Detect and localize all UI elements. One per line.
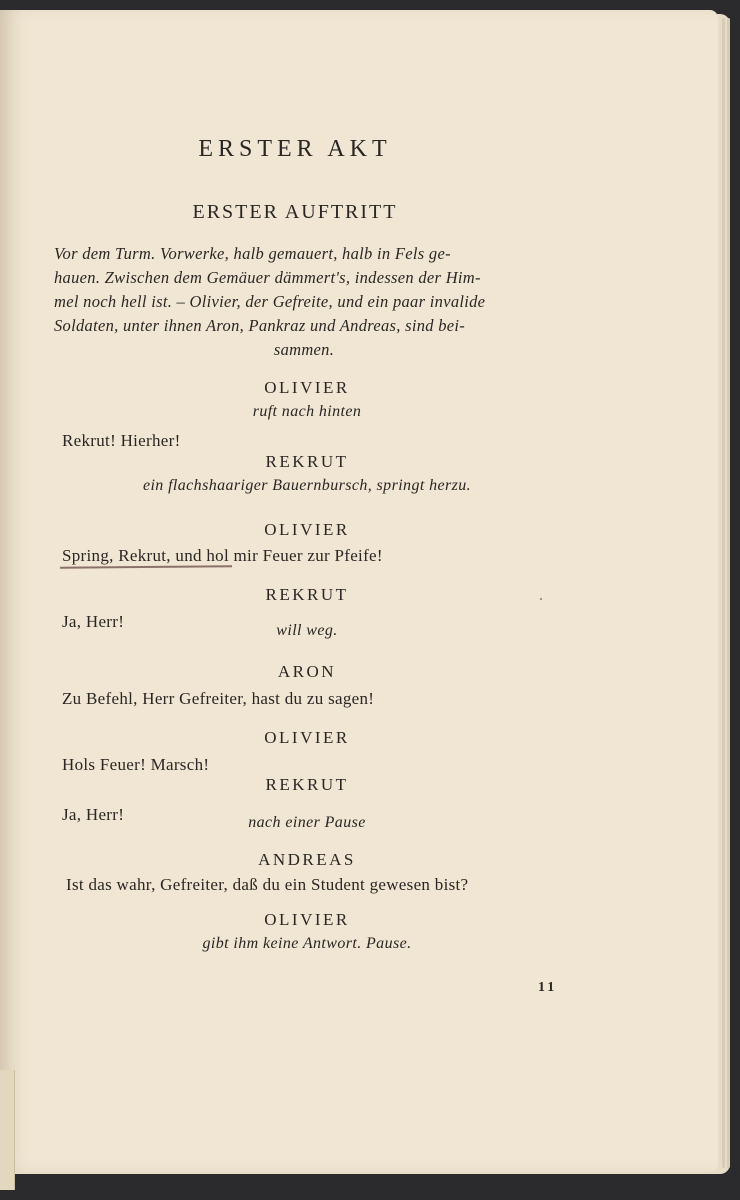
page-number: 11 xyxy=(538,980,558,995)
page-edge xyxy=(722,18,725,1168)
stage-direction-line: Soldaten, unter ihnen Aron, Pankraz und Andreas, sind bei- xyxy=(54,316,466,335)
speaker-name: OLIVIER xyxy=(264,520,350,539)
stage-direction: ein flachshaariger Bauernbursch, springt herzu. xyxy=(142,477,472,494)
speaker-name: REKRUT xyxy=(265,585,349,604)
stage-direction-line: Vor dem Turm. Vorwerke, halb gemauert, halb in Fels ge- xyxy=(54,244,451,263)
speaker-name: ANDREAS xyxy=(258,850,356,869)
speech-line: Ja, Herr! xyxy=(62,805,125,824)
stage-direction: ruft nach hinten xyxy=(252,403,362,420)
speech-line: Hols Feuer! Marsch! xyxy=(62,755,210,774)
stage-direction-line: sammen. xyxy=(273,340,335,359)
page-fold xyxy=(0,1070,15,1190)
stage-direction: will weg. xyxy=(276,622,338,639)
act-title: ERSTER AKT xyxy=(198,136,392,162)
speech-line: Ist das wahr, Gefreiter, daß du ein Student gewesen bist? xyxy=(66,875,469,894)
stage-direction-line: hauen. Zwischen dem Gemäuer dämmert's, indessen der Him- xyxy=(54,268,481,287)
speech-line: Spring, Rekrut, und hol mir Feuer zur Pfeife! xyxy=(62,546,383,565)
speaker-name: REKRUT xyxy=(265,452,349,471)
page-edge xyxy=(727,18,730,1168)
speaker-name: OLIVIER xyxy=(264,378,350,397)
speaker-name: OLIVIER xyxy=(264,910,350,929)
speech-line: Zu Befehl, Herr Gefreiter, hast du zu sagen! xyxy=(62,689,375,708)
strikethrough-mark xyxy=(60,565,232,569)
speech-line: Ja, Herr! xyxy=(62,612,125,631)
stage-direction: nach einer Pause xyxy=(248,814,366,831)
paper-speck xyxy=(540,598,542,600)
speech-line: Rekrut! Hierher! xyxy=(62,431,181,450)
stage-direction: gibt ihm keine Antwort. Pause. xyxy=(202,935,412,952)
speaker-name: REKRUT xyxy=(265,775,349,794)
book-page xyxy=(0,10,718,1172)
stage-direction-line: mel noch hell ist. – Olivier, der Gefreite, und ein paar invalide xyxy=(54,292,486,311)
speaker-name: OLIVIER xyxy=(264,728,350,747)
scene-title: ERSTER AUFTRITT xyxy=(192,201,398,223)
opening-stage-direction xyxy=(54,242,554,362)
speaker-name: ARON xyxy=(277,662,337,681)
